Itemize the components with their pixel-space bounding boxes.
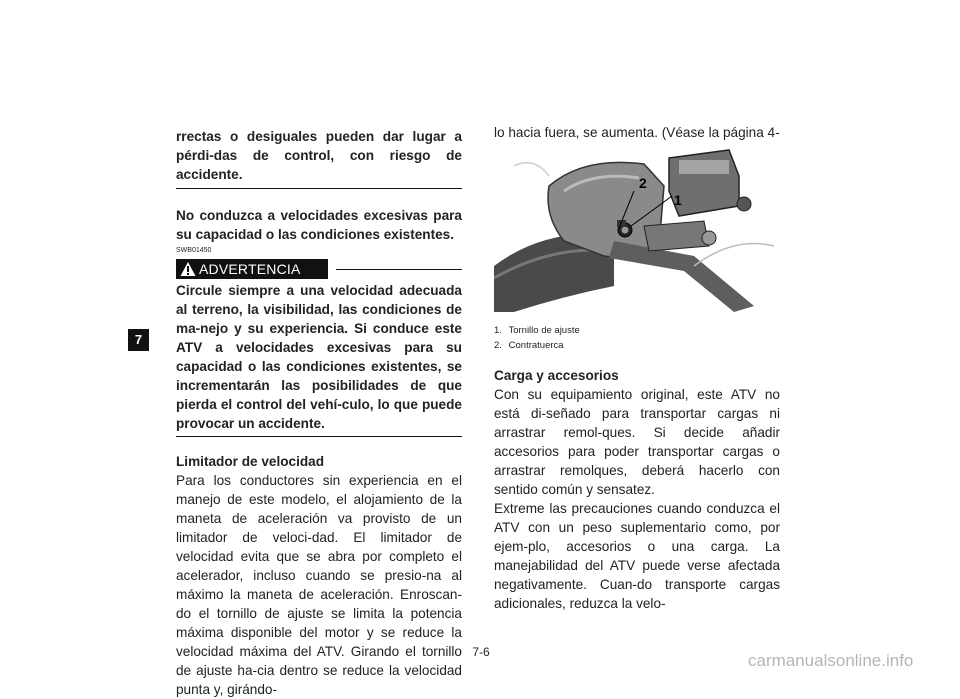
warning-triangle-icon — [180, 261, 196, 277]
warning-badge — [176, 259, 328, 279]
warning-label: ADVERTENCIA — [199, 261, 301, 277]
warning-body: Circule siempre a una velocidad adecuada al terreno, la visibilidad, las condiciones de ma-nejo y su experiencia. Si conduce este ATV a velocidades excesivas para su capacidad o las condiciones existentes, se incrementarán las posibilidades de que pierda el control del vehí-culo, lo que puede provocar un accidente. — [176, 283, 462, 431]
divider — [176, 436, 462, 437]
chapter-tab: 7 — [128, 329, 149, 351]
figure-label-1: 1 — [674, 192, 682, 208]
warning-rule — [336, 269, 462, 270]
intro-warning-text: rrectas o desiguales pueden dar lugar a pérdi-das de control, con riesgo de accidente. — [176, 129, 462, 182]
section-title-loads: Carga y accesorios — [494, 368, 619, 383]
speed-limiter-body: Para los conductores sin experiencia en el manejo de este modelo, el alojamiento de la maneta de aceleración va provisto de un limitador de veloci-dad. El limitador de velocidad evita que se abra por completo el acelerador, incluso cuando se presio-na al máximo la maneta de aceleración. Enroscan-do el tornillo de ajuste se limita la potencia máxima disponible del motor y se reduce la velocidad máxima del ATV. Girando el tornillo de ajuste ha-cia dentro se reduce la velocidad punta y, girándo- — [176, 473, 462, 697]
continuation-text: lo hacia fuera, se aumenta. (Véase la página 4- — [494, 125, 780, 140]
caption-item: 1. Tornillo de ajuste — [494, 325, 580, 336]
figure-captions — [494, 323, 580, 353]
page-number: 7-6 — [472, 645, 490, 659]
left-column — [176, 127, 462, 699]
section-title-speed-limiter: Limitador de velocidad — [176, 454, 325, 469]
warning-code: SWB01450 — [176, 247, 212, 254]
warning-header — [176, 257, 462, 281]
right-column-bottom — [494, 366, 780, 613]
loads-paragraph-1: Con su equipamiento original, este ATV no está di-señado para transportar cargas ni arrastrar remol-ques. Si decide añadir accesorios para poder transportar cargas o arrastrar remolques, deberá hacerlo con sentido común y sensatez. — [494, 387, 780, 497]
figure-label-2: 2 — [639, 175, 647, 191]
divider — [176, 188, 462, 189]
caption-item: 2. Contratuerca — [494, 340, 564, 351]
warning-speed-text: No conduzca a velocidades excesivas para su capacidad o las condiciones existentes. — [176, 208, 462, 242]
throttle-photo-illustration — [494, 146, 780, 312]
throttle-figure — [494, 146, 780, 312]
watermark: carmanualsonline.info — [748, 651, 914, 670]
loads-paragraph-2: Extreme las precauciones cuando conduzca el ATV con un peso suplementario como, por ejem-plo, accesorios o una carga. La manejabilidad del ATV puede verse afectada negativamente. Cuan-do transporte cargas adicionales, reduzca la velo- — [494, 501, 780, 611]
